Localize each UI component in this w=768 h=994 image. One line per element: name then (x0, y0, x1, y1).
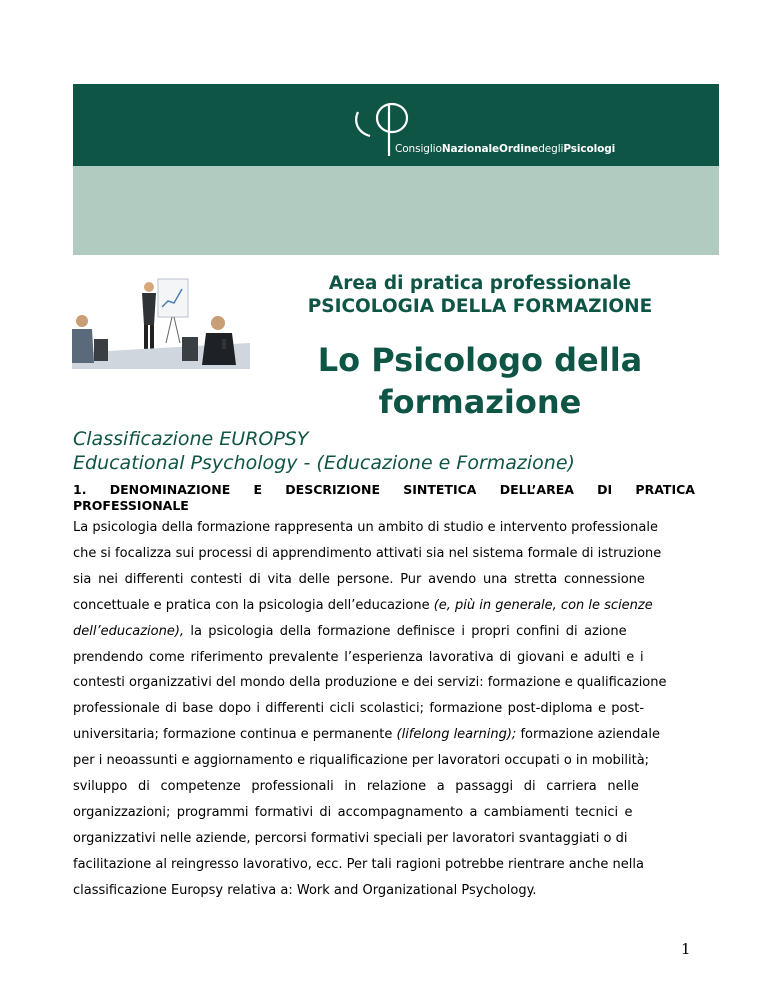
paragraph-line: per i neoassunti e aggiornamento e riqualificazione per lavoratori occupati o in mobilità; (73, 753, 650, 769)
header-bottom-band (73, 166, 719, 255)
main-title-line2: formazione (378, 383, 582, 421)
paragraph-line: sviluppo di competenze professionali in relazione a passaggi di carriera nelle (73, 779, 639, 795)
heading-word: SINTETICA (403, 482, 477, 497)
classification-line1: Classificazione EUROPSY (73, 428, 309, 450)
paragraph-line: professionale di base dopo i differenti cicli scolastici; formazione post-diploma e post- (73, 701, 645, 717)
page-number: 1 (681, 940, 691, 958)
classification-line2: Educational Psychology - (Educazione e Formazione) (73, 452, 575, 474)
paragraph-line: prendendo come riferimento prevalente l’esperienza lavorativa di giovani e adulti e i (73, 649, 644, 665)
paragraph-line: classificazione Europsy relativa a: Work and Organizational Psychology. (73, 882, 537, 898)
area-title (252, 272, 708, 318)
area-title-line2: PSICOLOGIA DELLA FORMAZIONE (307, 296, 653, 317)
classification (73, 427, 575, 475)
header-banner (73, 84, 719, 255)
paragraph-line: concettuale e pratica con la psicologia dell’educazione (e, più in generale, con le scienze (73, 597, 653, 613)
body-paragraph (73, 515, 695, 904)
heading-word: DELL’AREA (499, 482, 574, 497)
section-heading-line1 (73, 482, 695, 498)
paragraph-line: universitaria; formazione continua e permanente (lifelong learning); formazione aziendale (73, 727, 660, 743)
paragraph-line: facilitazione al reingresso lavorativo, ecc. Per tali ragioni potrebbe rientrare anche nella (73, 856, 644, 872)
heading-word: DENOMINAZIONE (109, 482, 231, 497)
paragraph-line: contesti organizzativi del mondo della produzione e dei servizi: formazione e qualificazione (73, 675, 667, 691)
heading-word: PRATICA (635, 482, 695, 497)
heading-word: 1. (73, 482, 87, 497)
paragraph-line: sia nei differenti contesti di vita delle persone. Pur avendo una stretta connessione (73, 571, 645, 587)
paragraph-line: organizzativi nelle aziende, percorsi formativi speciali per lavoratori svantaggiati o di (73, 830, 628, 846)
paragraph-line: La psicologia della formazione rappresenta un ambito di studio e intervento professionale (73, 520, 658, 535)
main-title (252, 339, 708, 423)
main-title-line1: Lo Psicologo della (317, 341, 643, 379)
heading-word: DI (597, 482, 613, 497)
logo-text: ConsiglioNazionaleOrdinedegliPsicologi (395, 143, 616, 155)
paragraph-line: organizzazioni; programmi formativi di accompagnamento a cambiamenti tecnici e (73, 804, 633, 820)
section-heading (73, 482, 695, 514)
paragraph-line: che si focalizza sui processi di apprendimento attivati sia nel sistema formale di istruzione (73, 545, 662, 561)
heading-word: E (253, 482, 263, 497)
paragraph-line: dell’educazione), la psicologia della formazione definisce i propri confini di azione (73, 623, 627, 639)
training-meeting-photo (72, 273, 250, 369)
section-heading-line2: PROFESSIONALE (73, 498, 189, 513)
area-title-line1: Area di pratica professionale (328, 273, 632, 294)
heading-word: DESCRIZIONE (285, 482, 380, 497)
